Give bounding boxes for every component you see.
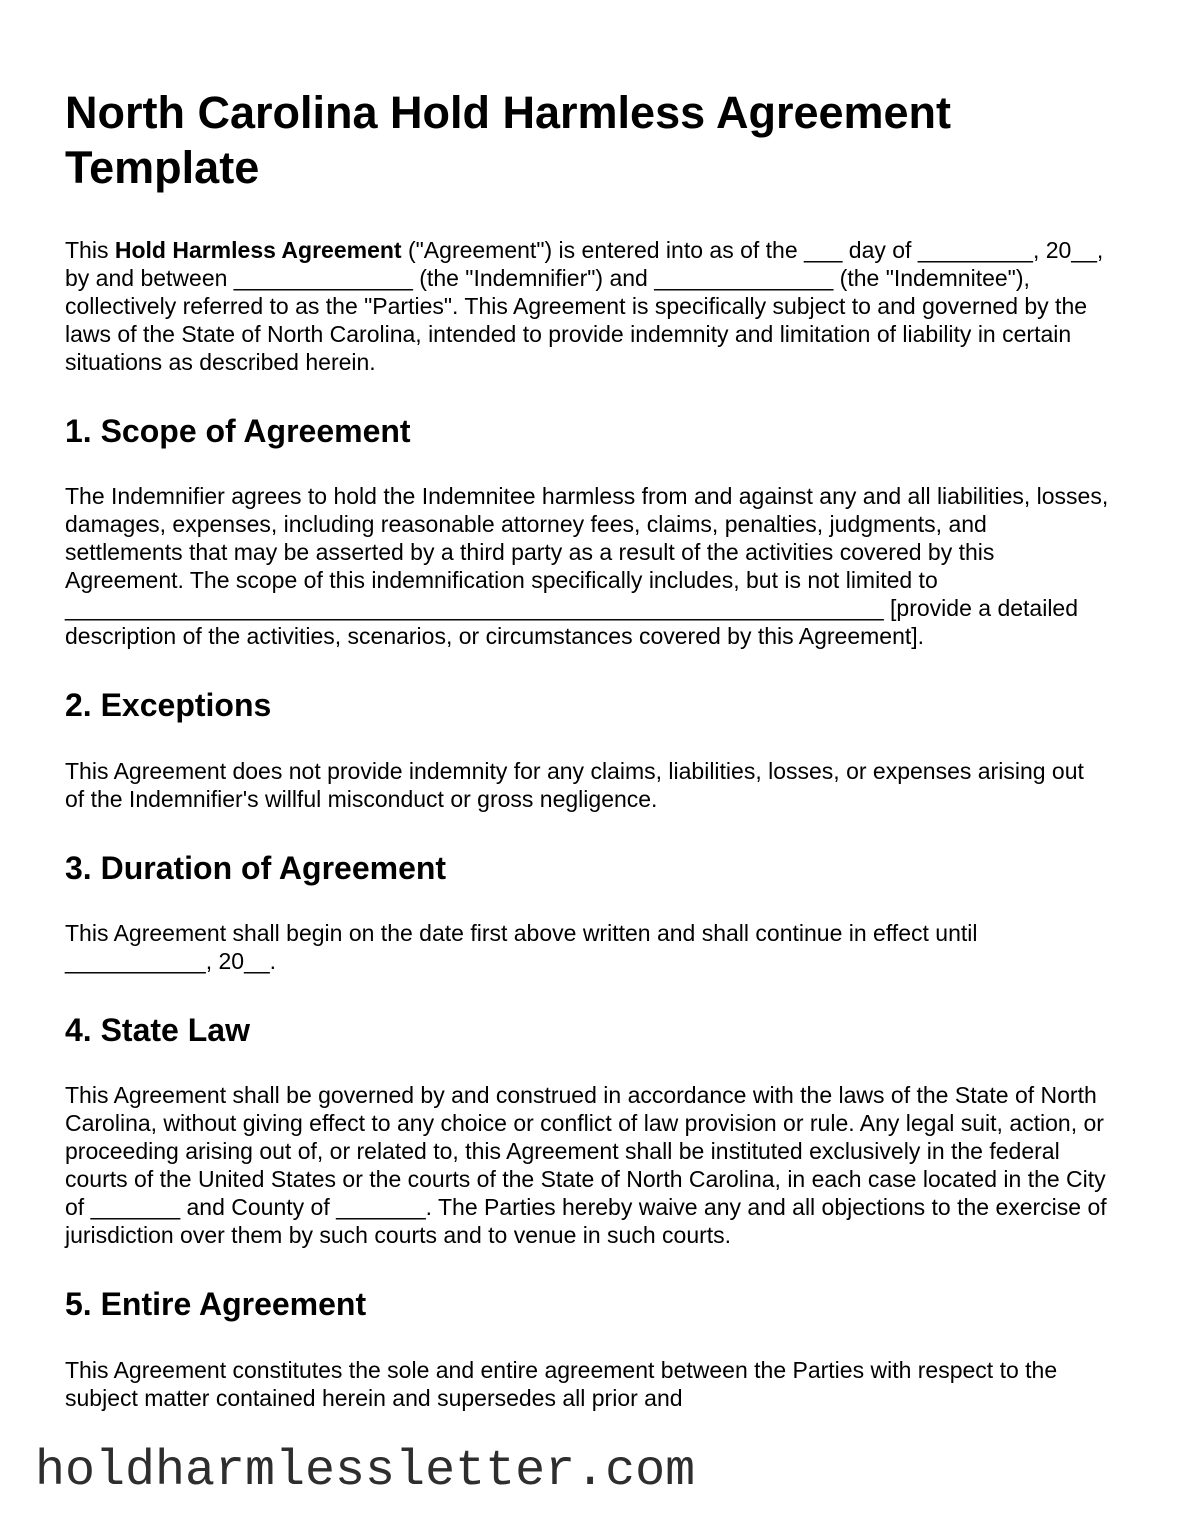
section-body-scope: The Indemnifier agrees to hold the Indemnitee harmless from and against any and all liabilities, losses, damages, expenses, including reasonable attorney fees, claims, penalties, judgments, and settlements that may be asserted by a third party as a result of the activities covered by this Agreement. The scope of this indemnification specifically includes, but is not limited to ________________________________________________________________ [provide a detailed description of the activities, scenarios, or circumstances covered by this Agreement].: [65, 483, 1109, 650]
section-body-entire-agreement: This Agreement constitutes the sole and entire agreement between the Parties with respect to the subject matter contained herein and supersedes all prior and: [65, 1356, 1058, 1411]
section-heading-exceptions: 2. Exceptions: [65, 687, 272, 724]
section-scope-of-agreement: [65, 412, 1109, 650]
page-title: North Carolina Hold Harmless Agreement Template: [65, 87, 952, 193]
section-duration-of-agreement: [65, 849, 1109, 975]
intro-rest: ("Agreement") is entered into as of the ___ day of _________, 20__, by and between ______________ (the "Indemnifier") and ______________ (the "Indemnitee"), collectively referred to as the "Parties". This Agreement is specifically subject to and governed by the laws of the State of North Carolina, intended to provide indemnity and limitation of liability in certain situations as described herein.: [65, 236, 1104, 375]
section-body-state-law: This Agreement shall be governed by and construed in accordance with the laws of the State of North Carolina, without giving effect to any choice or conflict of law provision or rule. Any legal suit, action, or proceeding arising out of, or related to, this Agreement shall be instituted exclusively in the federal courts of the United States or the courts of the State of North Carolina, in each case located in the City of _______ and County of _______. The Parties hereby waive any and all objections to the exercise of jurisdiction over them by such courts and to venue in such courts.: [65, 1082, 1107, 1249]
section-heading-entire-agreement: 5. Entire Agreement: [65, 1286, 367, 1323]
section-heading-state-law: 4. State Law: [65, 1011, 250, 1048]
footer-site-watermark: holdharmlessletter.com: [35, 1443, 696, 1500]
intro-bold-term: Hold Harmless Agreement: [114, 236, 402, 263]
section-exceptions: [65, 686, 1109, 812]
section-heading-duration: 3. Duration of Agreement: [65, 849, 447, 886]
section-entire-agreement: [65, 1285, 1109, 1411]
section-body-exceptions: This Agreement does not provide indemnity for any claims, liabilities, losses, or expenses arising out of the Indemnifier's willful misconduct or gross negligence.: [65, 757, 1084, 812]
section-heading-scope: 1. Scope of Agreement: [65, 412, 411, 449]
intro-prefix: This: [65, 236, 115, 263]
section-body-duration: This Agreement shall begin on the date first above written and shall continue in effect until ___________, 20__.: [65, 919, 978, 974]
intro-paragraph: [65, 236, 1109, 376]
section-state-law: [65, 1011, 1109, 1249]
